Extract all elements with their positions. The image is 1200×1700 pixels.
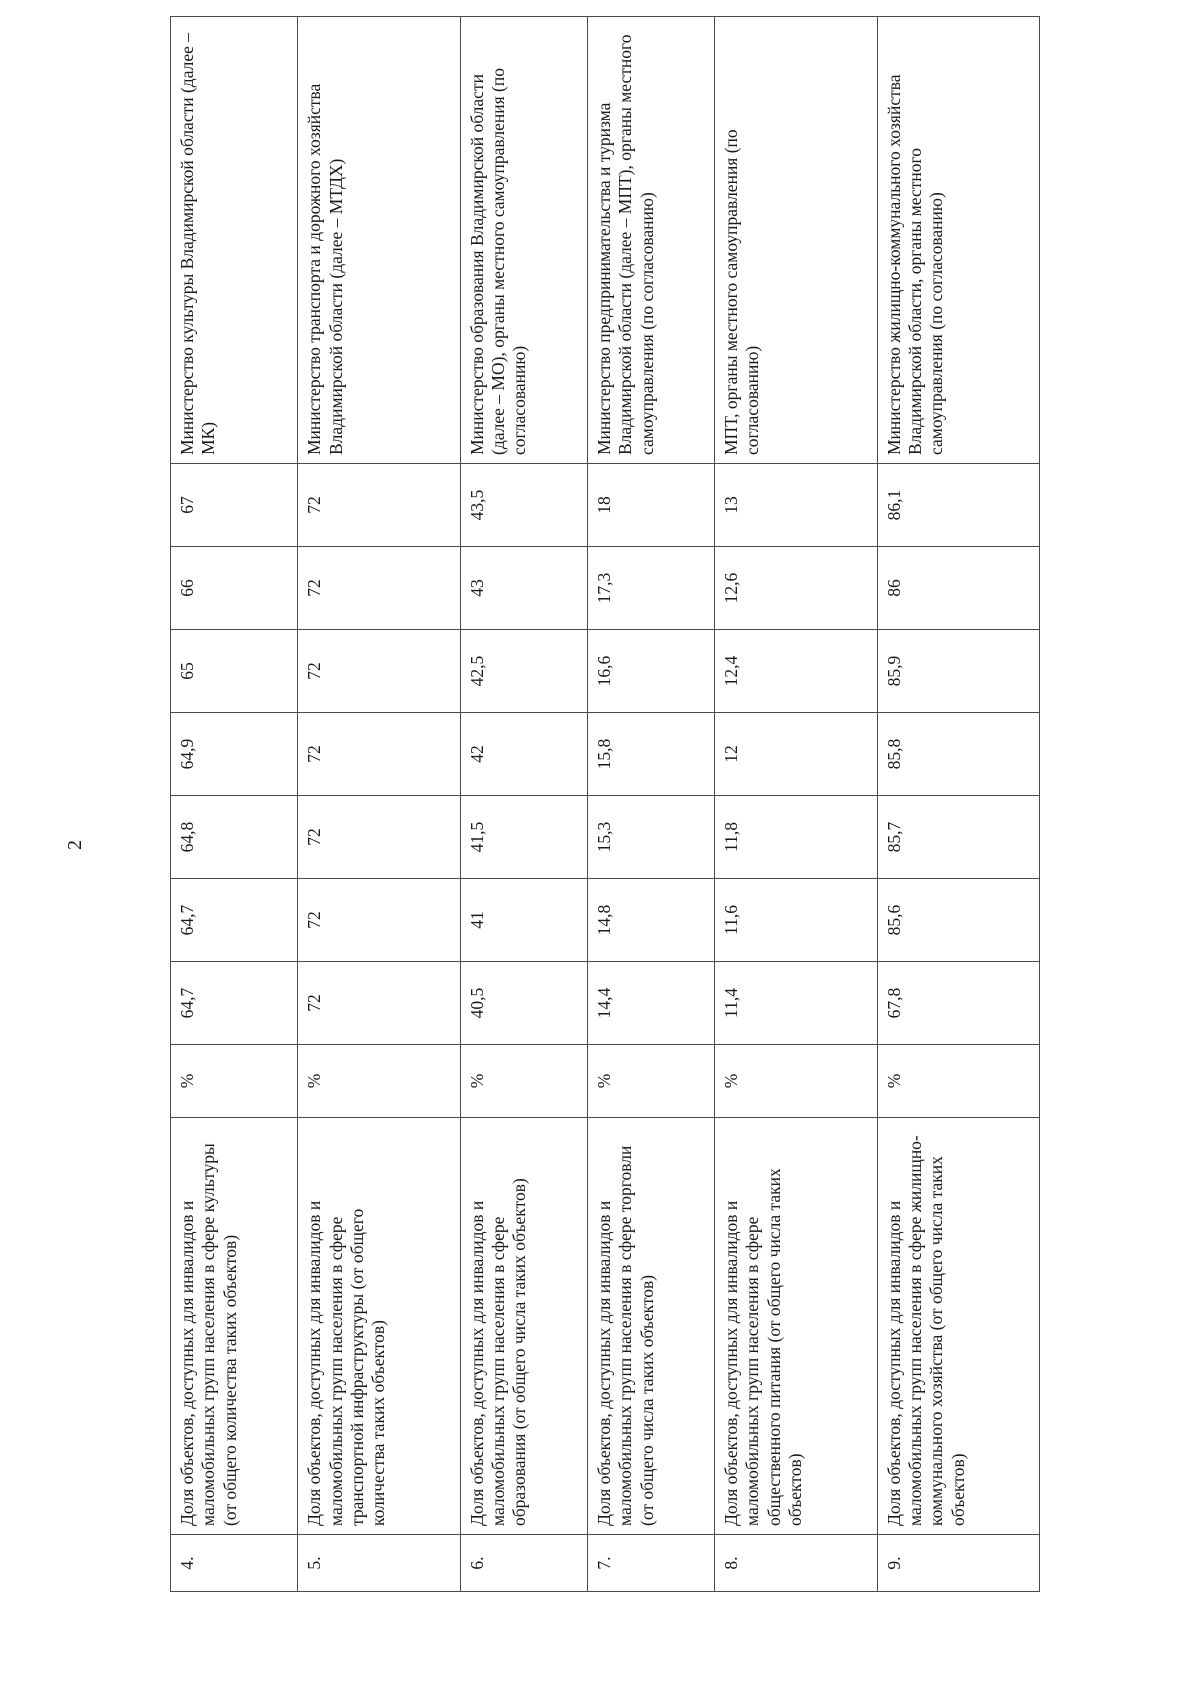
table-row — [877, 17, 1039, 1592]
value-cell: 64,8 — [171, 796, 298, 879]
value-cell: 42 — [460, 713, 587, 796]
value-cell: 15,8 — [587, 713, 714, 796]
value-cell: 85,8 — [877, 713, 1039, 796]
indicator-name: Доля объектов, доступных для инвалидов и маломобильных групп населения в сфере жилищно-коммунального хозяйства (от общего числа таких объектов) — [877, 1118, 1039, 1535]
value-cell: 11,4 — [715, 962, 877, 1045]
value-cell: 43,5 — [460, 464, 587, 547]
unit-cell: % — [171, 1045, 298, 1118]
value-cell: 72 — [298, 713, 460, 796]
row-number: 7. — [587, 1535, 714, 1592]
table-row — [298, 17, 460, 1592]
responsible-cell: МПТ, органы местного самоуправления (по согласованию) — [715, 17, 877, 464]
value-cell: 12,6 — [715, 547, 877, 630]
value-cell: 64,7 — [171, 962, 298, 1045]
value-cell: 43 — [460, 547, 587, 630]
indicator-name: Доля объектов, доступных для инвалидов и маломобильных групп населения в сфере общественного питания (от общего числа таких объектов) — [715, 1118, 877, 1535]
value-cell: 67,8 — [877, 962, 1039, 1045]
responsible-cell: Министерство культуры Владимирской области (далее – МК) — [171, 17, 298, 464]
value-cell: 14,8 — [587, 879, 714, 962]
value-cell: 15,3 — [587, 796, 714, 879]
unit-cell: % — [877, 1045, 1039, 1118]
indicators-table — [170, 16, 1040, 1592]
value-cell: 18 — [587, 464, 714, 547]
table-row — [171, 17, 298, 1592]
unit-cell: % — [460, 1045, 587, 1118]
unit-cell: % — [715, 1045, 877, 1118]
value-cell: 11,8 — [715, 796, 877, 879]
value-cell: 72 — [298, 630, 460, 713]
value-cell: 66 — [171, 547, 298, 630]
table-row — [587, 17, 714, 1592]
responsible-cell: Министерство предпринимательства и туризма Владимирской области (далее – МПТ), органы местного самоуправления (по согласованию) — [587, 17, 714, 464]
value-cell: 72 — [298, 464, 460, 547]
value-cell: 42,5 — [460, 630, 587, 713]
value-cell: 13 — [715, 464, 877, 547]
value-cell: 85,7 — [877, 796, 1039, 879]
value-cell: 41,5 — [460, 796, 587, 879]
page-number: 2 — [64, 840, 86, 850]
indicator-name: Доля объектов, доступных для инвалидов и маломобильных групп населения в сфере образования (от общего числа таких объектов) — [460, 1118, 587, 1535]
unit-cell: % — [298, 1045, 460, 1118]
table-row — [460, 17, 587, 1592]
indicator-name: Доля объектов, доступных для инвалидов и маломобильных групп населения в сфере транспортной инфраструктуры (от общего количества таких объектов) — [298, 1118, 460, 1535]
responsible-cell: Министерство транспорта и дорожного хозяйства Владимирской области (далее – МТДХ) — [298, 17, 460, 464]
value-cell: 72 — [298, 547, 460, 630]
value-cell: 40,5 — [460, 962, 587, 1045]
row-number: 5. — [298, 1535, 460, 1592]
value-cell: 67 — [171, 464, 298, 547]
responsible-cell: Министерство образования Владимирской области (далее – МО), органы местного самоуправления (по согласованию) — [460, 17, 587, 464]
value-cell: 64,7 — [171, 879, 298, 962]
indicator-name: Доля объектов, доступных для инвалидов и маломобильных групп населения в сфере торговли (от общего числа таких объектов) — [587, 1118, 714, 1535]
value-cell: 17,3 — [587, 547, 714, 630]
unit-cell: % — [587, 1045, 714, 1118]
value-cell: 64,9 — [171, 713, 298, 796]
row-number: 6. — [460, 1535, 587, 1592]
row-number: 4. — [171, 1535, 298, 1592]
value-cell: 11,6 — [715, 879, 877, 962]
row-number: 9. — [877, 1535, 1039, 1592]
value-cell: 65 — [171, 630, 298, 713]
value-cell: 86,1 — [877, 464, 1039, 547]
value-cell: 85,9 — [877, 630, 1039, 713]
value-cell: 12,4 — [715, 630, 877, 713]
value-cell: 16,6 — [587, 630, 714, 713]
value-cell: 14,4 — [587, 962, 714, 1045]
table-row — [715, 17, 877, 1592]
value-cell: 85,6 — [877, 879, 1039, 962]
value-cell: 72 — [298, 796, 460, 879]
row-number: 8. — [715, 1535, 877, 1592]
value-cell: 72 — [298, 962, 460, 1045]
value-cell: 72 — [298, 879, 460, 962]
value-cell: 41 — [460, 879, 587, 962]
responsible-cell: Министерство жилищно-коммунального хозяйства Владимирской области, органы местного самоуправления (по согласованию) — [877, 17, 1039, 464]
value-cell: 86 — [877, 547, 1039, 630]
indicator-name: Доля объектов, доступных для инвалидов и маломобильных групп населения в сфере культуры (от общего количества таких объектов) — [171, 1118, 298, 1535]
rotated-table-frame — [170, 32, 1040, 1592]
value-cell: 12 — [715, 713, 877, 796]
